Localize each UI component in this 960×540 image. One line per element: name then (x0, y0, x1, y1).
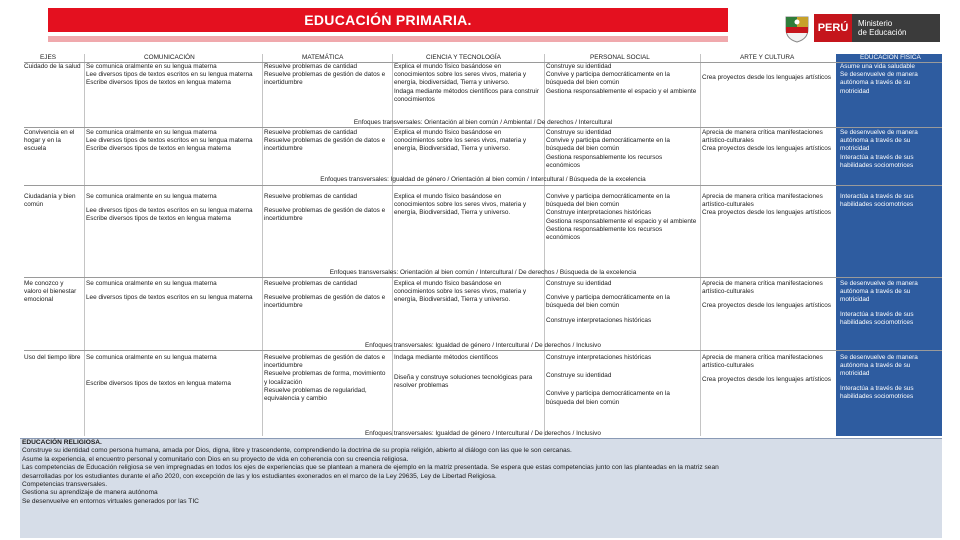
competency-item: Convive y participa democráticamente en la búsqueda del bien común (546, 71, 670, 87)
row-eje: Cuidado de la salud (24, 63, 81, 70)
competency-item: Se comunica oralmente en su lengua materna (86, 354, 217, 361)
col-header-fisica: EDUCACIÓN FÍSICA (860, 54, 921, 61)
coat-of-arms-icon (782, 13, 812, 43)
competency-matrix (24, 54, 942, 436)
competency-item: Explica el mundo físico basándose en conocimientos sobre los seres vivos, materia y energía, Biodiversidad, Tierra y universo. (394, 193, 527, 217)
competency-item: Se desenvuelve de manera autónoma a través de su motricidad (840, 71, 918, 95)
row-personal (546, 354, 698, 407)
competency-item: Construye interpretaciones históricas (546, 209, 652, 217)
col-divider (544, 54, 545, 436)
title-underline (48, 36, 728, 42)
row-divider (24, 127, 942, 128)
page-title-text: EDUCACIÓN PRIMARIA. (304, 12, 472, 28)
footer-line: Competencias transversales. (22, 481, 108, 489)
competency-item: Escribe diversos tipos de textos en lengua materna (86, 380, 231, 388)
competency-item: Construye interpretaciones históricas (546, 316, 652, 324)
competency-item: Se comunica oralmente en su lengua materna (86, 193, 217, 200)
row-divider (24, 350, 942, 351)
ministry-line-2: de Educación (858, 28, 907, 37)
row-fisica (840, 354, 938, 401)
row-eje: Me conozco y valoro el bienestar emocional (24, 280, 77, 304)
competency-item: Convive y participa democráticamente en la búsqueda del bien común (546, 137, 670, 153)
competency-item: Resuelve problemas de gestión de datos e incertidumbre (264, 354, 386, 370)
competency-item: Lee diversos tipos de textos escritos en su lengua materna (86, 294, 253, 302)
col-header-comunicacion: COMUNICACIÓN (144, 54, 195, 61)
peru-text: PERÚ (817, 22, 849, 34)
competency-item: Diseña y construye soluciones tecnológicas para resolver problemas (394, 374, 533, 390)
section-heading: EDUCACIÓN RELIGIOSA. (22, 439, 102, 446)
competency-item: Explica el mundo físico basándose en conocimientos sobre los seres vivos, materia y energía, biodiversidad, Tierra y universo. (394, 63, 527, 87)
competency-item: Se comunica oralmente en su lengua materna (86, 63, 217, 70)
ministry-logo (782, 12, 940, 44)
competency-item: Crea proyectos desde los lenguajes artísticos (702, 209, 831, 217)
competency-item: Aprecia de manera crítica manifestaciones artístico-culturales (702, 129, 823, 145)
row-arte (702, 129, 834, 154)
competency-item: Explica el mundo físico basándose en conocimientos sobre los seres vivos, materia y energía, Biodiversidad, Tierra y universo. (394, 129, 527, 153)
competency-item: Asume una vida saludable (840, 63, 915, 70)
competency-item: Se desenvuelve de manera autónoma a través de su motricidad (840, 280, 918, 304)
competency-item: Aprecia de manera crítica manifestaciones artístico-culturales (702, 280, 823, 296)
competency-item: Convive y participa democráticamente en la búsqueda del bien común (546, 294, 670, 310)
religious-education-section (20, 438, 942, 538)
competency-item: Crea proyectos desde los lenguajes artísticos (702, 302, 831, 310)
row-eje: Convivencia en el hogar y en la escuela (24, 129, 75, 153)
transversal-band: Enfoques transversales: Igualdad de género / Intercultural / De derechos / Inclusivo (365, 430, 601, 437)
col-header-matematica: MATEMÁTICA (302, 54, 344, 61)
row-matematica (264, 280, 390, 311)
competency-item: Convive y participa democráticamente en la búsqueda del bien común (546, 193, 670, 209)
transversal-band: Enfoques transversales: Orientación al bien común / Ambiental / De derechos / Intercultural (353, 119, 613, 126)
col-divider (392, 54, 393, 436)
competency-item: Resuelve problemas de gestión de datos e incertidumbre (264, 137, 386, 153)
col-header-personal: PERSONAL SOCIAL (590, 54, 650, 61)
competency-item: Gestiona responsablemente los recursos económicos (546, 225, 663, 242)
competency-item: Construye interpretaciones históricas (546, 354, 652, 361)
row-divider (24, 185, 942, 186)
competency-item: Lee diversos tipos de textos escritos en su lengua materna (86, 207, 253, 215)
row-comunicacion (86, 193, 262, 224)
competency-item: Lee diversos tipos de textos escritos en su lengua materna (86, 71, 253, 79)
row-matematica (264, 354, 390, 403)
competency-item: Resuelve problemas de gestión de datos e incertidumbre (264, 207, 386, 223)
col-header-ciencia: CIENCIA Y TECNOLOGÍA (426, 54, 501, 61)
row-comunicacion (86, 129, 262, 154)
competency-item: Resuelve problemas de cantidad (264, 193, 358, 200)
competency-item: Interactúa a través de sus habilidades sociomotrices (840, 310, 914, 326)
competency-item: Resuelve problemas de gestión de datos e incertidumbre (264, 71, 386, 87)
row-comunicacion (86, 63, 262, 88)
row-arte (702, 74, 834, 82)
row-ciencia (394, 193, 542, 218)
transversal-band: Enfoques transversales: Igualdad de género / Intercultural / De derechos / Inclusivo (365, 342, 601, 349)
competency-item: Interactúa a través de sus habilidades sociomotrices (840, 153, 914, 169)
competency-item: Escribe diversos tipos de textos en lengua materna (86, 145, 231, 153)
footer-line: Se desenvuelve en entornos virtuales generados por las TIC (22, 497, 199, 505)
competency-item: Interactúa a través de sus habilidades sociomotrices (840, 384, 914, 400)
competency-item: Resuelve problemas de cantidad (264, 63, 358, 70)
row-ciencia (394, 280, 542, 305)
row-comunicacion (86, 354, 262, 388)
peru-label (814, 14, 852, 42)
row-arte (702, 354, 834, 385)
competency-item: Construye su identidad (546, 280, 612, 287)
row-matematica (264, 63, 390, 88)
row-arte (702, 280, 834, 311)
competency-item: Explica el mundo físico basándose en conocimientos sobre los seres vivos, materia y energía, Biodiversidad, Tierra y universo. (394, 280, 527, 304)
competency-item: Se desenvuelve de manera autónoma a través de su motricidad (840, 354, 918, 378)
row-ciencia (394, 354, 542, 391)
row-fisica (840, 280, 938, 327)
footer-line: Gestiona su aprendizaje de manera autónoma (22, 489, 158, 497)
competency-item: Aprecia de manera crítica manifestaciones artístico-culturales (702, 193, 823, 209)
row-personal (546, 193, 698, 242)
row-personal (546, 63, 698, 96)
competency-item: Construye su identidad (546, 63, 612, 70)
competency-item: Crea proyectos desde los lenguajes artísticos (702, 74, 831, 81)
ministry-label (852, 14, 940, 42)
competency-item: Resuelve problemas de gestión de datos e incertidumbre (264, 294, 386, 310)
competency-item: Se comunica oralmente en su lengua materna (86, 280, 217, 287)
row-matematica (264, 193, 390, 224)
row-personal (546, 129, 698, 170)
competency-item: Resuelve problemas de regularidad, equivalencia y cambio (264, 386, 367, 403)
competency-item: Lee diversos tipos de textos escritos en su lengua materna (86, 137, 253, 145)
footer-line: Las competencias de Educación religiosa se ven impregnadas en todos los ejes de experiencias que se plantean a manera de ejemplo en la matriz presentada. Se espera que estas competencias junto con las planteadas en la matriz sean (22, 464, 719, 472)
row-personal (546, 280, 698, 325)
row-arte (702, 193, 834, 218)
row-comunicacion (86, 280, 262, 302)
competency-item: Construye su identidad (546, 372, 612, 380)
competency-item: Gestiona responsablemente el espacio y el ambiente (546, 217, 697, 225)
row-fisica (840, 193, 938, 209)
row-fisica (840, 129, 938, 170)
competency-item: Interactúa a través de sus habilidades sociomotrices (840, 193, 914, 209)
competency-item: Gestiona responsablemente el espacio y el ambiente (546, 87, 697, 95)
competency-item: Indaga mediante métodos científicos para construir conocimientos (394, 87, 539, 103)
col-divider (84, 54, 85, 436)
transversal-band: Enfoques transversales: Igualdad de género / Orientación al bien común / Intercultural / Búsqueda de la excelencia (320, 176, 646, 183)
row-eje: Uso del tiempo libre (24, 354, 81, 361)
footer-line: Asume la experiencia, el encuentro personal y comunitario con Dios en su proyecto de vida en coherencia con su creencia religiosa. (22, 455, 409, 463)
competency-item: Escribe diversos tipos de textos en lengua materna (86, 79, 231, 87)
row-eje: Ciudadanía y bien común (24, 193, 76, 209)
competency-item: Indaga mediante métodos científicos (394, 354, 499, 361)
competency-item: Se desenvuelve de manera autónoma a través de su motricidad (840, 129, 918, 153)
competency-item: Escribe diversos tipos de textos en lengua materna (86, 215, 231, 223)
col-header-ejes: EJES (40, 54, 56, 61)
page-title (48, 8, 728, 32)
competency-item: Crea proyectos desde los lenguajes artísticos (702, 145, 831, 153)
col-divider (262, 54, 263, 436)
footer-line: Construye su identidad como persona humana, amada por Dios, digna, libre y trascendente, comprendiendo la doctrina de su propia religión, abierto al diálogo con las que le son cercanas. (22, 447, 572, 455)
row-fisica (840, 63, 938, 96)
row-matematica (264, 129, 390, 154)
transversal-band: Enfoques transversales: Orientación al bien común / Intercultural / De derechos / Búsqueda de la excelencia (329, 269, 637, 276)
competency-item: Construye su identidad (546, 129, 612, 136)
competency-item: Se comunica oralmente en su lengua materna (86, 129, 217, 136)
competency-item: Gestiona responsablemente los recursos económicos (546, 153, 663, 169)
row-divider (24, 277, 942, 278)
competency-item: Crea proyectos desde los lenguajes artísticos (702, 376, 831, 384)
col-header-arte: ARTE Y CULTURA (740, 54, 795, 61)
competency-item: Aprecia de manera crítica manifestaciones artístico-culturales (702, 354, 823, 370)
ministry-line-1: Ministerio (858, 19, 893, 28)
row-ciencia (394, 63, 542, 104)
col-divider (700, 54, 701, 436)
competency-item: Resuelve problemas de forma, movimiento y localización (264, 370, 386, 386)
competency-item: Convive y participa democráticamente en la búsqueda del bien común (546, 390, 670, 406)
footer-line: desarrolladas por los estudiantes durante el año 2020, con excepción de las y los estudiantes exonerados en el marco de la Ley 29635, Ley de Libertad Religiosa. (22, 472, 497, 480)
row-ciencia (394, 129, 542, 154)
competency-item: Resuelve problemas de cantidad (264, 129, 358, 136)
competency-item: Resuelve problemas de cantidad (264, 280, 358, 287)
